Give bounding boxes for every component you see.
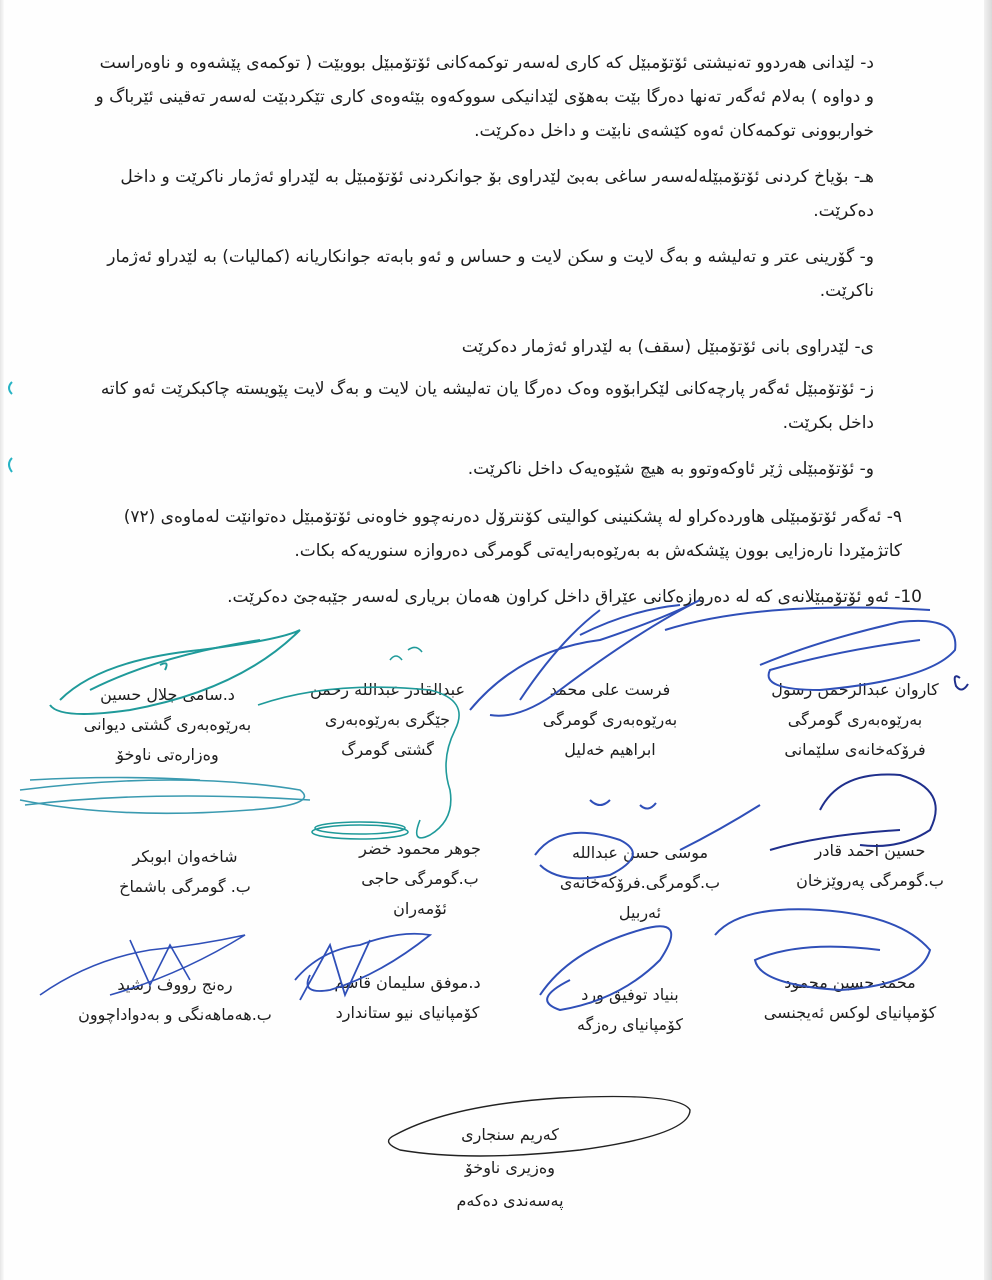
signatory-name: عبدالقادر عبدالله رحمن: [309, 680, 466, 699]
signatory-title: ابراهیم خەلیل: [564, 740, 656, 759]
signatory-name: د.موفق سلیمان قاسم: [334, 973, 481, 992]
signatory-title: بەرێوەبەری گشتی دیوانی: [83, 715, 252, 734]
clause-w: و- گۆرینی عتر و تەلیشە و بەگ لایت و سکن لایت و حساس و ئەو بابەتە جوانکاریانە (کمالیات) بە لێدراو ئەژمار ناکرێت.: [107, 247, 874, 301]
signatory-name: محمد حسین محمود: [784, 973, 916, 992]
signatory-karwan: [740, 675, 970, 765]
signatory-husein: [770, 836, 970, 896]
signatory-shaxawan: [95, 842, 275, 902]
signatory-title: ب.گومرگی.فرۆکەخانەی: [559, 873, 721, 892]
signatory-name: شاخەوان ابوبکر: [132, 847, 238, 866]
signatory-title: ب.هەماهەنگی و بەدواداچوون: [78, 1005, 272, 1024]
signatory-name: کاروان عبدالرحمن رسول: [771, 680, 939, 699]
signatory-title: کۆمپانیای نیو ستاندارد: [335, 1003, 480, 1022]
clause-10: 10- ئەو ئۆتۆمبێلانەی کە لە دەروازەکانی عێراق داخل کراون هەمان بریاری لەسەر جێبەجێ دەکرێت.: [227, 587, 922, 607]
page-right-edge: [984, 0, 992, 1280]
signature-shaxawan: [20, 778, 310, 814]
signatory-name: حسین احمد قادر: [814, 841, 926, 860]
signatory-abdulqadir: [285, 675, 490, 765]
clause-h: هـ- بۆیاخ کردنی ئۆتۆمبێلەلەسەر ساغی بەبێ لێدراوی بۆ جوانکردنی ئۆتۆمبێل بە لێدراو ئەژمار ناکرێت و داخل دەکرێت.: [120, 167, 874, 221]
margin-mark: [4, 380, 18, 480]
minister-title: وەزیری ناوخۆ: [465, 1158, 555, 1177]
signatory-sami: [55, 680, 280, 770]
clause-w2: و- ئۆتۆمبێلی ژێر ئاوکەوتوو بە هیچ شێوەیەک داخل ناکرێت.: [467, 459, 874, 479]
signatory-title: ب. گومرگی باشماخ: [119, 877, 251, 896]
signatory-name: موسی حسن عبدالله: [571, 843, 709, 862]
minister-name: کەریم سنجاری: [461, 1125, 559, 1144]
signatory-name: رەنج رووف رشید: [117, 975, 233, 994]
clause-d: د- لێدانی هەردوو تەنیشتی ئۆتۆمبێل کە کاری لەسەر توکمەکانی ئۆتۆمبێل بووبێت ( توکمەی پێشەوە و ناوەراست و دواوە ) بەلام ئەگەر تەنها دەرگا بێت بەهۆی لێدانیکی سووکەوە بێئەوەی کاری تێکردبێت لەسەر تەقینی ئێرباگ و خواربوونی توکمەکان ئەوە کێشەی نابێت و داخل دەکرێت.: [95, 53, 874, 141]
signatory-title: کۆمپانیای لوکس ئەیجنسی: [763, 1003, 937, 1022]
signatory-name: بنیاد توفیق ورد: [581, 985, 679, 1004]
page-left-edge: [0, 0, 4, 1280]
signatory-title: فرۆکەخانەی سلێمانی: [784, 740, 926, 759]
signatory-musa: [540, 838, 740, 928]
signatory-title: ب.گومرگی پەروێزخان: [796, 871, 944, 890]
signatory-muwafaq: [305, 968, 510, 1028]
signatory-title: کۆمپانیای رەزگە: [577, 1015, 683, 1034]
signatory-title: بەرێوەبەری گومرگی: [542, 710, 678, 729]
signatory-furst: [505, 675, 715, 765]
signatory-title: ئەربیل: [618, 903, 662, 922]
signatory-mohammed: [735, 968, 965, 1028]
signatory-title: جێگری بەرێوەبەری: [324, 710, 451, 729]
signatory-title: بەرێوەبەری گومرگی: [787, 710, 923, 729]
clause-y: ی- لێدراوی بانی ئۆتۆمبێل (سقف) بە لێدراو ئەژمار دەکرێت: [461, 337, 874, 357]
signatory-title: وەزارەتی ناوخۆ: [116, 745, 219, 764]
signatory-jawhar: [330, 834, 510, 924]
signatory-bunyad: [540, 980, 720, 1040]
clause-9: ٩- ئەگەر ئۆتۆمبێلی هاوردەکراو لە پشکنینی کوالیتی کۆنترۆل دەرنەچوو خاوەنی ئۆتۆمبێل دەتوانێت لەماوەی (٧٢) کاتژمێردا نارەزایی بوون پێشکەش بە بەرێوەبەرایەتی گومرگی دەروازە سنوریەکە بکات.: [123, 507, 902, 561]
approval-text: پەسەندی دەکەم: [456, 1191, 564, 1210]
signatory-name: د.سامی جلال حسین: [100, 685, 235, 704]
signatory-name: جوهر محمود خضر: [359, 839, 481, 858]
signatory-title: گشتی گومرگ: [341, 740, 434, 759]
signatory-name: فرست علی محمد: [549, 680, 671, 699]
clause-z: ز- ئۆتۆمبێل ئەگەر پارچەکانی لێکرابۆوە وەک دەرگا یان تەلیشە یان لایت و بەگ لایت پێویستە چاکبکرێت ئەو کاتە داخل بکرێت.: [100, 379, 874, 433]
minister-approval: [400, 1118, 620, 1217]
signatory-title: ئۆمەران: [393, 899, 447, 918]
signatory-title: ب.گومرگی حاجی: [361, 869, 479, 888]
signatory-renj: [55, 970, 295, 1030]
